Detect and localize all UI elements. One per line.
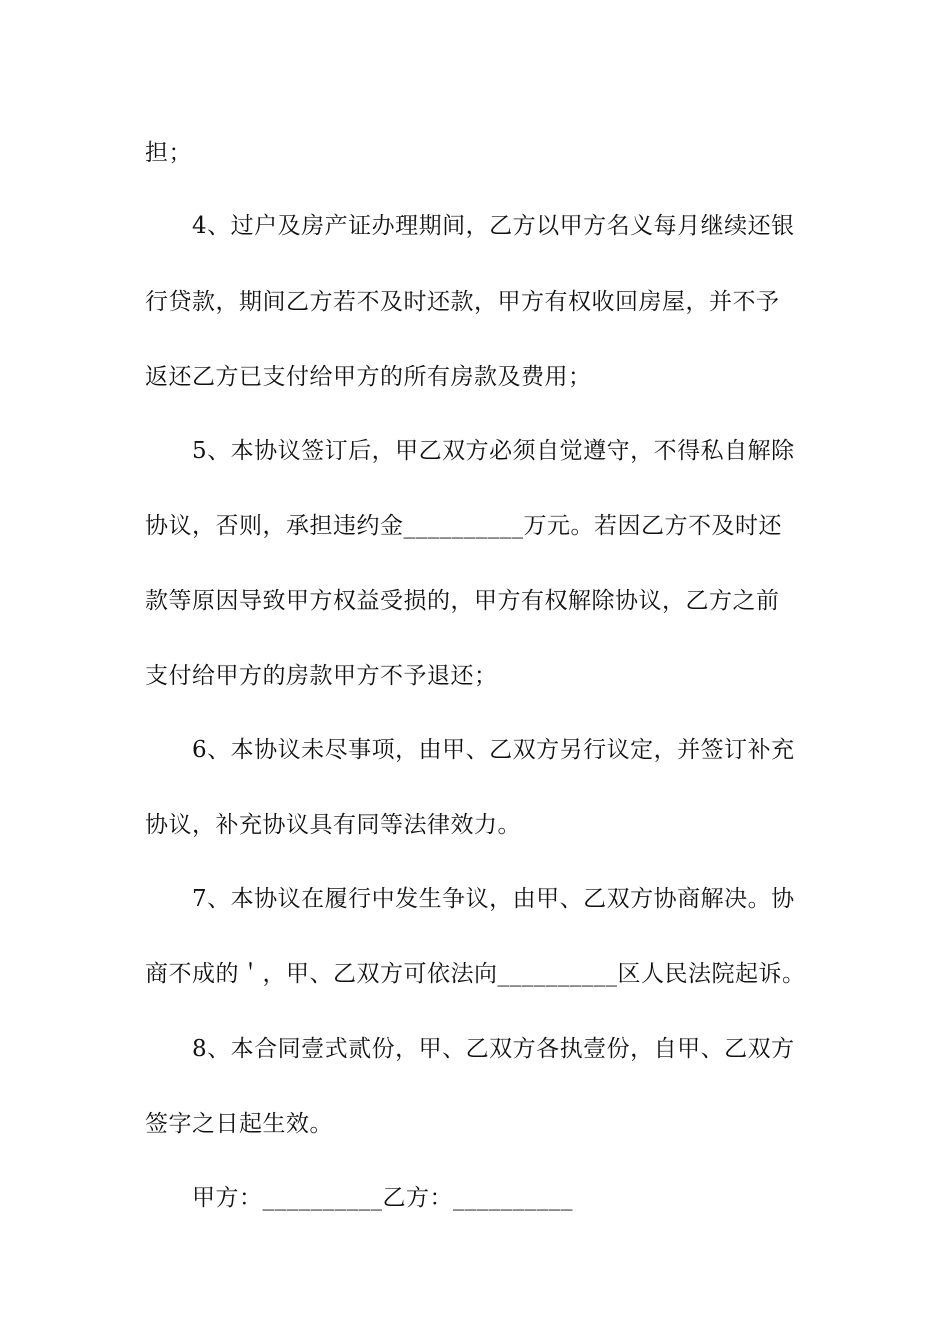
clause-7-line-1: 7、本协议在履行中发生争议，由甲、乙双方协商解决。协 — [192, 886, 795, 912]
clause-8-line-1: 8、本合同壹式贰份，甲、乙双方各执壹份，自甲、乙双方 — [192, 1036, 795, 1062]
clause-4-line-3: 返还乙方已支付给甲方的所有房款及费用； — [145, 364, 592, 390]
clause-8-line-2: 签字之日起生效。 — [145, 1111, 333, 1137]
clause-5-line-1: 5、本协议签订后，甲乙双方必须自觉遵守，不得私自解除 — [192, 438, 795, 464]
signature-line: 甲方：__________乙方：__________ — [192, 1185, 573, 1211]
paragraph-line: 担； — [145, 140, 192, 166]
clause-6-line-1: 6、本协议未尽事项，由甲、乙双方另行议定，并签订补充 — [192, 737, 795, 763]
clause-5-line-2: 协议，否则，承担违约金__________万元。若因乙方不及时还 — [145, 513, 782, 539]
clause-6-line-2: 协议，补充协议具有同等法律效力。 — [145, 812, 521, 838]
clause-4-line-1: 4、过户及房产证办理期间，乙方以甲方名义每月继续还银 — [192, 213, 795, 239]
clause-5-line-4: 支付给甲方的房款甲方不予退还； — [145, 663, 498, 689]
clause-5-line-3: 款等原因导致甲方权益受损的，甲方有权解除协议，乙方之前 — [145, 588, 780, 614]
clause-4-line-2: 行贷款，期间乙方若不及时还款，甲方有权收回房屋，并不予 — [145, 289, 780, 315]
clause-7-line-2: 商不成的＇，甲、乙双方可依法向__________区人民法院起诉。 — [145, 961, 806, 987]
